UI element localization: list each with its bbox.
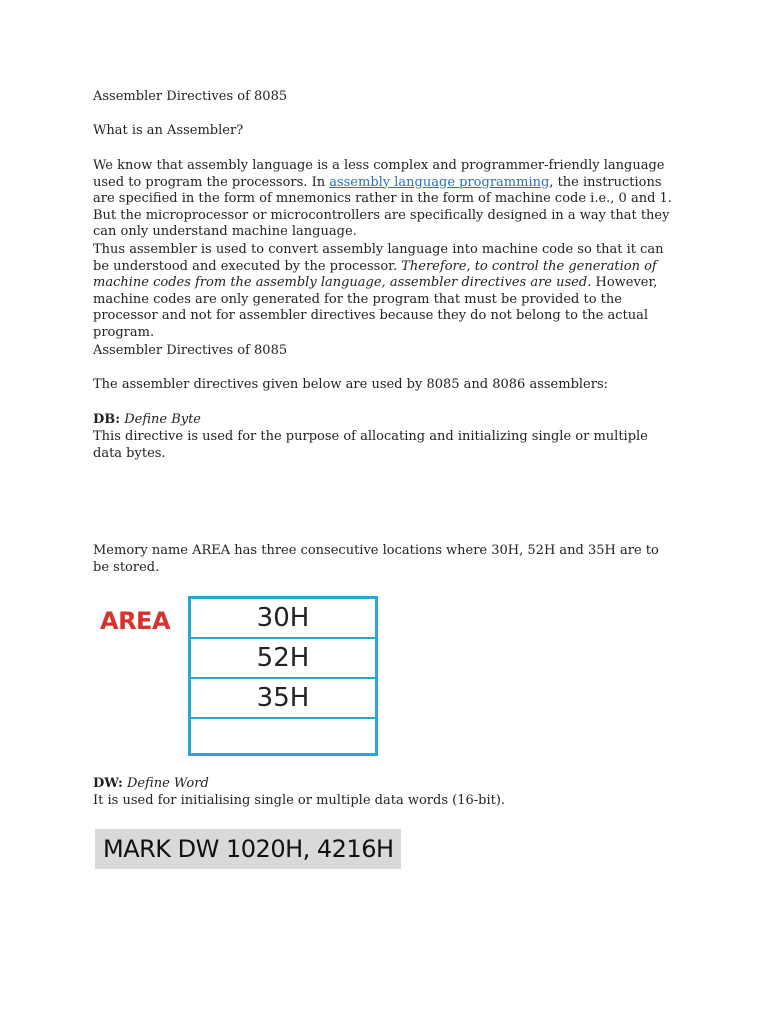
code-example-banner: MARK DW 1020H, 4216H <box>95 829 401 869</box>
db-description: This directive is used for the purpose of allocating and initializing single or multiple data bytes. <box>93 429 648 461</box>
memory-note: Memory name AREA has three consecutive locations where 30H, 52H and 35H are to be stored. <box>93 543 659 575</box>
dw-term: DW: <box>93 776 123 791</box>
memory-table <box>188 596 378 756</box>
dw-name: Define Word <box>126 776 209 791</box>
intro-text-1: We know that assembly language is a less complex and programmer-friendly language used to program the processors. In <box>93 158 665 190</box>
assembly-programming-link[interactable]: assembly language programming <box>329 174 550 190</box>
document-title: Assembler Directives of 8085 <box>93 89 288 104</box>
section-heading: Assembler Directives of 8085 <box>93 343 288 358</box>
db-name: Define Byte <box>124 412 202 427</box>
memory-cell: 52H <box>191 639 375 679</box>
db-term: DB: <box>93 412 121 427</box>
intro-text-2: , the instructions are specified in the form of mnemonics rather in the form of machine code i.e., 0 and 1. But the microprocessor or microcontrollers are specifically designed in a way that they can only understand machine language. <box>93 174 672 239</box>
db-heading <box>93 412 678 429</box>
dw-heading <box>93 776 678 793</box>
area-label: AREA <box>100 607 171 635</box>
memory-cell-empty <box>191 719 375 759</box>
thus-text-1: Thus assembler is used to convert assembly language into machine code so that it can be understood and executed by the processor. <box>93 242 664 274</box>
dw-description: It is used for initialising single or multiple data words (16-bit). <box>93 793 506 808</box>
thus-paragraph <box>93 242 678 341</box>
thus-text-2: However, machine codes are only generated for the program that must be provided to the processor and not for assembler directives because they do not belong to the actual program. <box>93 275 658 340</box>
thus-italic-text: Therefore, to control the generation of machine codes from the assembly language, assembler directives are used. <box>93 258 657 290</box>
memory-cell: 35H <box>191 679 375 719</box>
question-heading: What is an Assembler? <box>93 123 244 138</box>
directives-intro: The assembler directives given below are used by 8085 and 8086 assemblers: <box>93 377 609 392</box>
memory-cell: 30H <box>191 599 375 639</box>
intro-paragraph <box>93 158 678 241</box>
